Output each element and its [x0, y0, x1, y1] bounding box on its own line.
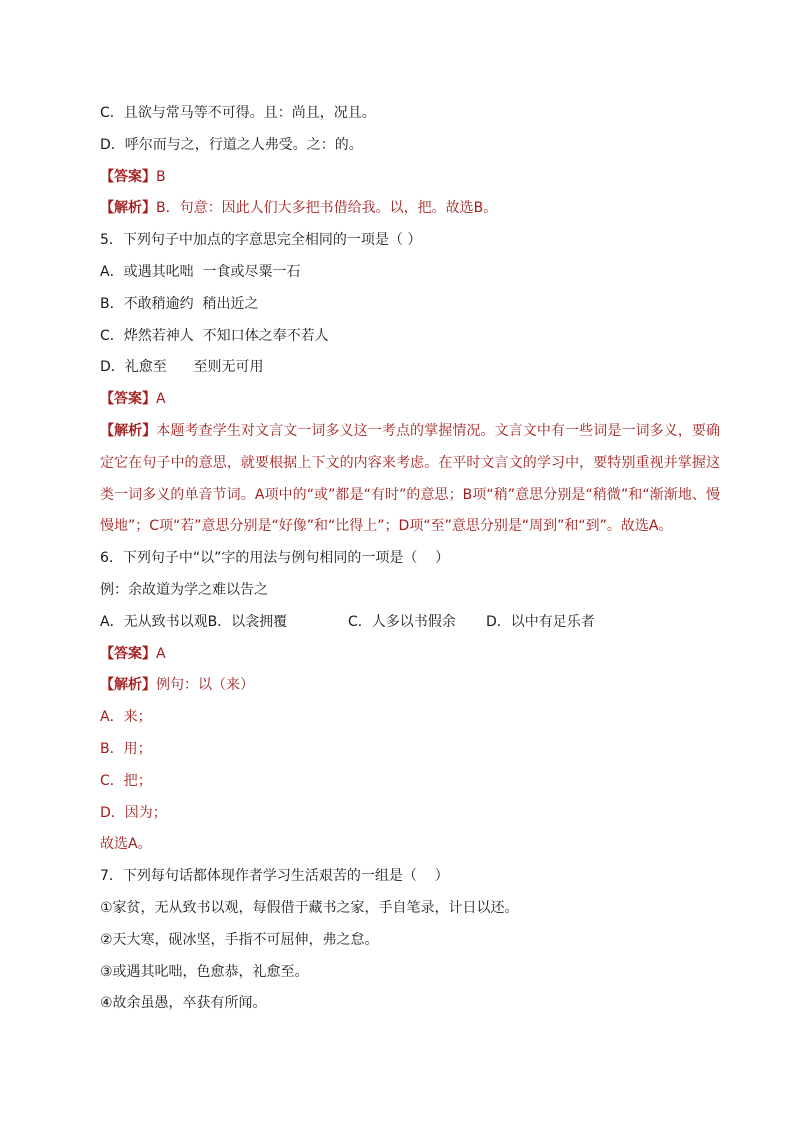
analysis-value: B．句意：因此人们大多把书借给我。以，把。故选B。	[156, 200, 498, 217]
analysis-label: 【解析】	[100, 677, 156, 694]
document-page	[100, 98, 720, 1020]
q4-option-d: D．呼尔而与之，行道之人弗受。之：的。	[100, 136, 363, 153]
answer-label: 【答案】	[100, 168, 156, 185]
q6-analysis	[100, 670, 720, 702]
q6-analysis-d: D．因为；	[100, 804, 167, 821]
q7-item-2: ②天大寒，砚冰坚，手指不可屈伸，弗之怠。	[100, 931, 379, 948]
q6-options	[100, 607, 720, 639]
answer-value: A	[156, 391, 166, 408]
q5-option-b: B．不敢稍逾约 稍出近之	[100, 295, 259, 312]
answer-label: 【答案】	[100, 391, 156, 408]
q4-analysis	[100, 193, 720, 225]
q4-option-c: C．且欲与常马等不可得。且：尚且，况且。	[100, 105, 376, 121]
answer-value: A	[156, 645, 166, 662]
q6-analysis-b: B．用；	[100, 740, 152, 757]
q6-analysis-a: A．来；	[100, 709, 152, 726]
q6-option-d: D．以中有足乐者	[486, 613, 595, 630]
analysis-value: 例句：以（来）	[156, 677, 254, 694]
q6-analysis-c: C．把；	[100, 772, 152, 789]
q6-option-ab: A．无从致书以观B．以衾拥覆	[100, 613, 288, 630]
answer-value: B	[156, 168, 166, 185]
q7-item-4: ④故余虽愚，卒获有所闻。	[100, 995, 267, 1012]
answer-label: 【答案】	[100, 645, 156, 662]
q6-example: 例：余故道为学之难以告之	[100, 581, 268, 598]
q5-stem: 5．下列句子中加点的字意思完全相同的一项是（ ）	[100, 232, 422, 249]
analysis-label: 【解析】	[100, 422, 157, 439]
q6-stem: 6．下列句子中“以”字的用法与例句相同的一项是（ ）	[100, 550, 450, 567]
q5-option-c: C．烨然若神人 不知口体之奉不若人	[100, 327, 329, 344]
q4-answer	[100, 162, 720, 194]
q5-analysis	[100, 416, 720, 543]
q5-option-a: A．或遇其叱咄 一食或尽粟一石	[100, 263, 301, 280]
q5-option-d: D．礼愈至 至则无可用	[100, 359, 264, 376]
q5-answer	[100, 384, 720, 416]
q7-stem: 7．下列每句话都体现作者学习生活艰苦的一组是（ ）	[100, 868, 449, 885]
q6-answer	[100, 639, 720, 671]
q7-item-1: ①家贫，无从致书以观，每假借于藏书之家，手自笔录，计日以还。	[100, 899, 519, 916]
q6-option-c: C．人多以书假余	[348, 613, 456, 630]
q7-item-3: ③或遇其叱咄，色愈恭，礼愈至。	[100, 963, 309, 980]
analysis-value: 本题考查学生对文言文一词多义这一考点的掌握情况。文言文中有一些词是一词多义，要确定它在句子中的意思，就要根据上下文的内容来考虑。在平时文言文的学习中，要特别重视并掌握这类一词多义的单音节词。A项中的“或”都是“有时”的意思；B项“稍”意思分别是“稍微”和“渐渐地、慢慢地”；C项“若”意思分别是“好像”和“比得上”；D项“至”意思分别是“周到”和“到”。故选A。	[100, 422, 721, 535]
analysis-label: 【解析】	[100, 200, 156, 217]
q6-conclusion: 故选A。	[100, 836, 152, 853]
